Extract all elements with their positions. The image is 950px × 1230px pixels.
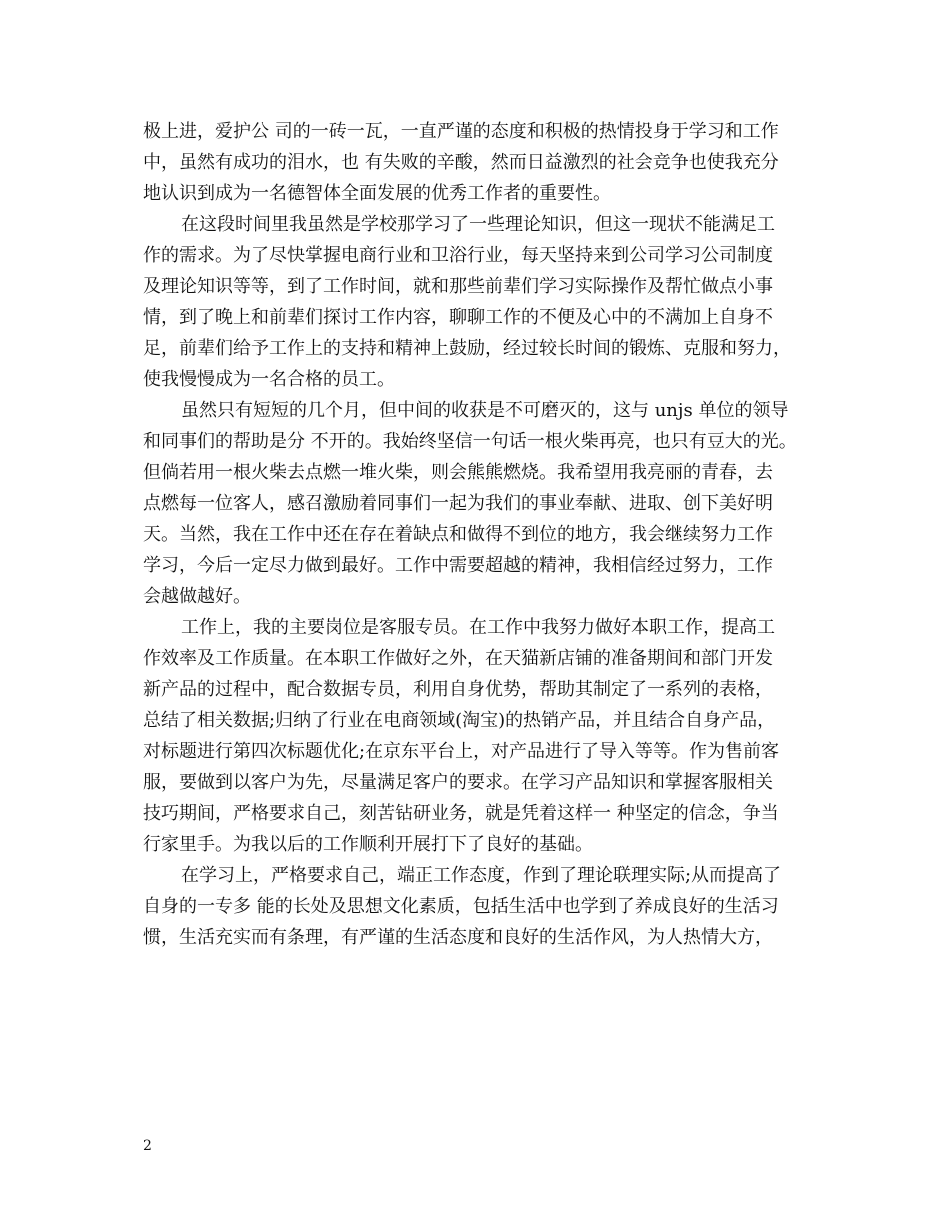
text-line: 但倘若用一根火柴去点燃一堆火柴，则会熊熊燃烧。我希望用我亮丽的青春，去: [143, 462, 773, 483]
text-line: 学习，今后一定尽力做到最好。工作中需要超越的精神，我相信经过努力，工作: [143, 555, 773, 576]
text-line: 在这段时间里我虽然是学校那学习了一些理论知识，但这一现状不能满足工: [181, 214, 775, 235]
text-line: 天。当然，我在工作中还在存在着缺点和做得不到位的地方，我会继续努力工作: [143, 524, 773, 545]
text-line: 会越做越好。: [143, 586, 251, 607]
document-body: [143, 116, 815, 953]
page-number: 2: [143, 1138, 152, 1154]
text-line: 及理论知识等等，到了工作时间，就和那些前辈们学习实际操作及帮忙做点小事: [143, 276, 773, 297]
text-line: 地认识到成为一名德智体全面发展的优秀工作者的重要性。: [143, 183, 611, 204]
text-line: 足，前辈们给予工作上的支持和精神上鼓励，经过较长时间的锻炼、克服和努力，: [143, 338, 791, 359]
text-line: 中，虽然有成功的泪水，也 有失败的辛酸，然而日益激烈的社会竞争也使我充分: [143, 152, 779, 173]
text-line: 惯，生活充实而有条理，有严谨的生活态度和良好的生活作风，为人热情大方，: [143, 927, 773, 948]
text-line: 点燃每一位客人，感召激励着同事们一起为我们的事业奉献、进取、创下美好明: [143, 493, 773, 514]
text-line: 使我慢慢成为一名合格的员工。: [143, 369, 395, 390]
text-line: 和同事们的帮助是分 不开的。我始终坚信一句话一根火柴再亮，也只有豆大的光。: [143, 431, 797, 452]
text-line: 工作上，我的主要岗位是客服专员。在工作中我努力做好本职工作，提高工: [181, 617, 775, 638]
text-line: 在学习上，严格要求自己，端正工作态度，作到了理论联理实际;从而提高了: [181, 865, 782, 886]
text-line: 新产品的过程中，配合数据专员，利用自身优势，帮助其制定了一系列的表格，: [143, 679, 773, 700]
text-line: 服，要做到以客户为先，尽量满足客户的要求。在学习产品知识和掌握客服相关: [143, 772, 773, 793]
text-line: 作效率及工作质量。在本职工作做好之外，在天猫新店铺的准备期间和部门开发: [143, 648, 773, 669]
text-line: 自身的一专多 能的长处及思想文化素质，包括生活中也学到了养成良好的生活习: [143, 896, 779, 917]
text-line: 虽然只有短短的几个月，但中间的收获是不可磨灭的，这与 unjs 单位的领导: [181, 400, 789, 421]
text-line: 行家里手。为我以后的工作顺利开展打下了良好的基础。: [143, 834, 593, 855]
text-line: 作的需求。为了尽快掌握电商行业和卫浴行业，每天坚持来到公司学习公司制度: [143, 245, 773, 266]
text-line: 技巧期间，严格要求自己，刻苦钻研业务，就是凭着这样一 种坚定的信念，争当: [143, 803, 779, 824]
text-line: 对标题进行第四次标题优化;在京东平台上，对产品进行了导入等等。作为售前客: [143, 741, 780, 762]
text-line: 极上进，爱护公 司的一砖一瓦，一直严谨的态度和积极的热情投身于学习和工作: [143, 121, 779, 142]
text-line: 总结了相关数据;归纳了行业在电商领域(淘宝)的热销产品，并且结合自身产品，: [143, 710, 776, 731]
text-line: 情，到了晚上和前辈们探讨工作内容，聊聊工作的不便及心中的不满加上自身不: [143, 307, 773, 328]
